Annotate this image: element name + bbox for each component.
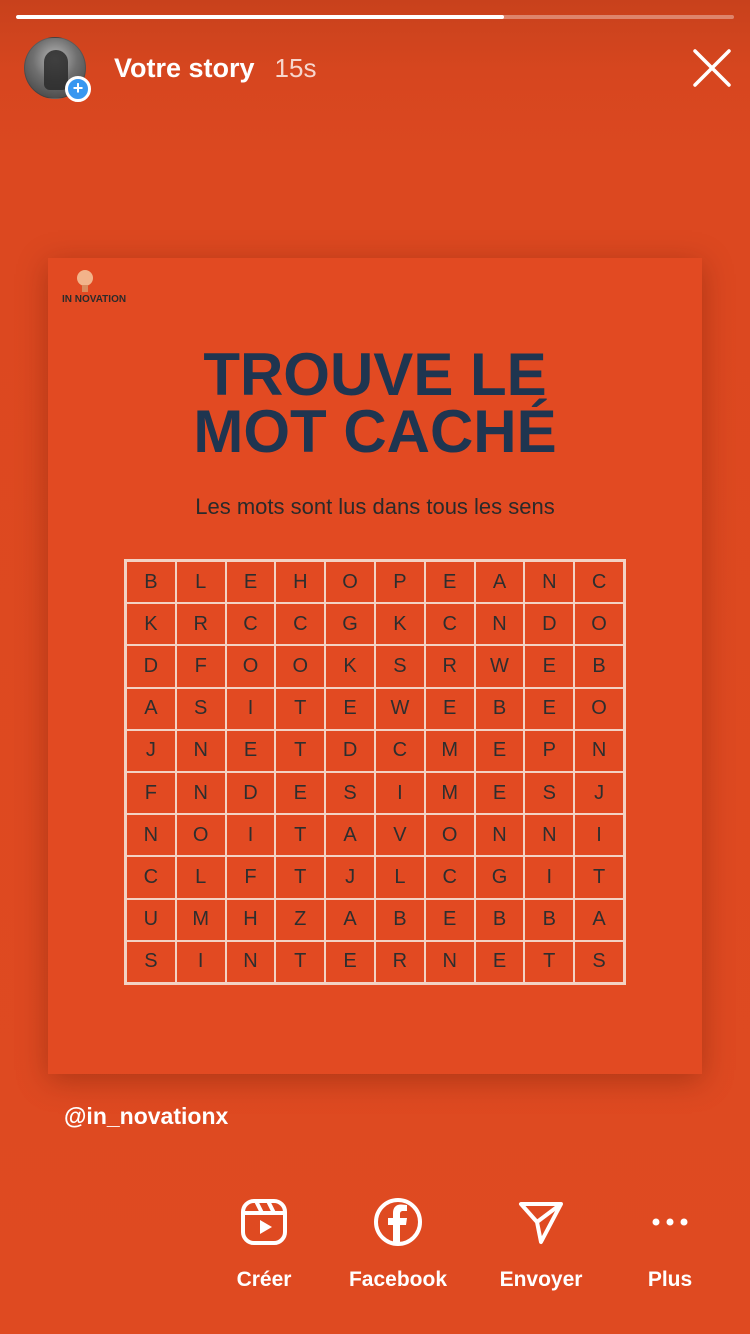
grid-cell: Z [275,899,325,941]
grid-cell: E [524,688,574,730]
grid-cell: E [425,688,475,730]
profile-photo-icon [44,50,68,90]
post-subtitle: Les mots sont lus dans tous les sens [195,494,555,519]
grid-cell: P [375,561,425,603]
grid-cell: O [176,814,226,856]
grid-cell: F [176,645,226,687]
grid-cell: C [275,603,325,645]
grid-cell: K [375,603,425,645]
grid-cell: T [275,814,325,856]
grid-cell: N [574,730,624,772]
grid-cell: J [325,856,375,898]
grid-cell: S [176,688,226,730]
grid-cell: A [126,688,176,730]
story-progress-fill [16,15,504,19]
grid-cell: L [375,856,425,898]
grid-cell: T [275,730,325,772]
grid-cell: E [226,730,276,772]
brand-logo [62,268,182,312]
grid-cell: O [275,645,325,687]
grid-cell: N [475,814,525,856]
grid-cell: E [275,772,325,814]
plus-icon[interactable]: + [65,76,91,102]
grid-cell: N [425,941,475,983]
grid-cell: N [126,814,176,856]
grid-cell: G [325,603,375,645]
grid-cell: I [375,772,425,814]
lightbulb-icon [70,268,100,294]
facebook-icon [372,1196,424,1248]
grid-cell: G [475,856,525,898]
send-label: Envoyer [499,1268,583,1291]
grid-cell: C [574,561,624,603]
grid-cell: N [475,603,525,645]
word-search-grid [124,559,626,985]
grid-cell: R [375,941,425,983]
create-label: Créer [236,1268,292,1291]
grid-cell: S [325,772,375,814]
story-post-image[interactable] [48,258,702,1074]
grid-cell: B [126,561,176,603]
grid-cell: H [275,561,325,603]
grid-cell: H [226,899,276,941]
grid-cell: S [126,941,176,983]
grid-cell: O [574,603,624,645]
grid-cell: J [126,730,176,772]
grid-cell: W [375,688,425,730]
logo-text: IN NOVATION [62,294,127,305]
grid-cell: R [425,645,475,687]
grid-cell: D [325,730,375,772]
grid-cell: N [226,941,276,983]
grid-cell: E [425,899,475,941]
grid-cell: C [375,730,425,772]
grid-cell: T [574,856,624,898]
grid-cell: E [475,941,525,983]
grid-cell: I [226,688,276,730]
post-title [48,341,702,465]
grid-cell: A [325,814,375,856]
grid-cell: E [226,561,276,603]
grid-cell: C [425,603,475,645]
grid-cell: I [524,856,574,898]
more-label: Plus [647,1268,693,1291]
grid-cell: A [475,561,525,603]
avatar[interactable] [24,37,86,99]
grid-cell: I [574,814,624,856]
grid-cell: E [524,645,574,687]
grid-cell: N [176,730,226,772]
close-button[interactable] [692,48,732,88]
more-button[interactable] [605,1196,735,1292]
grid-cell: U [126,899,176,941]
create-button[interactable] [199,1196,329,1292]
grid-cell: B [475,688,525,730]
grid-cell: J [574,772,624,814]
grid-cell: C [226,603,276,645]
grid-cell: W [475,645,525,687]
grid-cell: D [226,772,276,814]
grid-cell: E [425,561,475,603]
close-icon [692,48,732,88]
send-icon [515,1196,567,1248]
grid-cell: M [176,899,226,941]
grid-cell: E [475,730,525,772]
grid-cell: M [425,730,475,772]
grid-cell: E [325,688,375,730]
grid-cell: B [375,899,425,941]
grid-cell: C [425,856,475,898]
grid-cell: S [574,941,624,983]
grid-cell: T [524,941,574,983]
grid-cell: T [275,856,325,898]
grid-cell: N [524,814,574,856]
grid-cell: F [226,856,276,898]
story-header [24,36,316,100]
grid-cell: R [176,603,226,645]
grid-cell: D [524,603,574,645]
grid-cell: A [574,899,624,941]
story-progress-bar [16,15,734,19]
grid-cell: N [524,561,574,603]
story-title[interactable]: Votre story [114,52,255,83]
grid-cell: O [325,561,375,603]
grid-cell: M [425,772,475,814]
story-actions-bar [0,1196,750,1306]
grid-cell: B [524,899,574,941]
grid-cell: O [226,645,276,687]
send-button[interactable] [476,1196,606,1292]
grid-cell: T [275,688,325,730]
grid-cell: O [425,814,475,856]
grid-cell: P [524,730,574,772]
mention-sticker[interactable]: @in_novationx [64,1103,229,1129]
grid-cell: O [574,688,624,730]
grid-cell: B [574,645,624,687]
grid-cell: L [176,561,226,603]
post-title-line-1: TROUVE LE [203,341,547,408]
facebook-label: Facebook [348,1268,448,1291]
grid-cell: T [275,941,325,983]
grid-cell: S [375,645,425,687]
more-icon [644,1196,696,1248]
reels-icon [238,1196,290,1248]
story-timestamp: 15s [274,52,317,83]
grid-cell: D [126,645,176,687]
grid-cell: K [126,603,176,645]
grid-cell: E [325,941,375,983]
post-title-line-2: MOT CACHÉ [193,398,557,465]
grid-cell: F [126,772,176,814]
grid-cell: I [176,941,226,983]
grid-cell: S [524,772,574,814]
grid-cell: E [475,772,525,814]
grid-cell: K [325,645,375,687]
facebook-button[interactable] [333,1196,463,1292]
grid-cell: C [126,856,176,898]
grid-cell: L [176,856,226,898]
grid-cell: V [375,814,425,856]
grid-cell: I [226,814,276,856]
grid-cell: A [325,899,375,941]
grid-cell: B [475,899,525,941]
grid-cell: N [176,772,226,814]
